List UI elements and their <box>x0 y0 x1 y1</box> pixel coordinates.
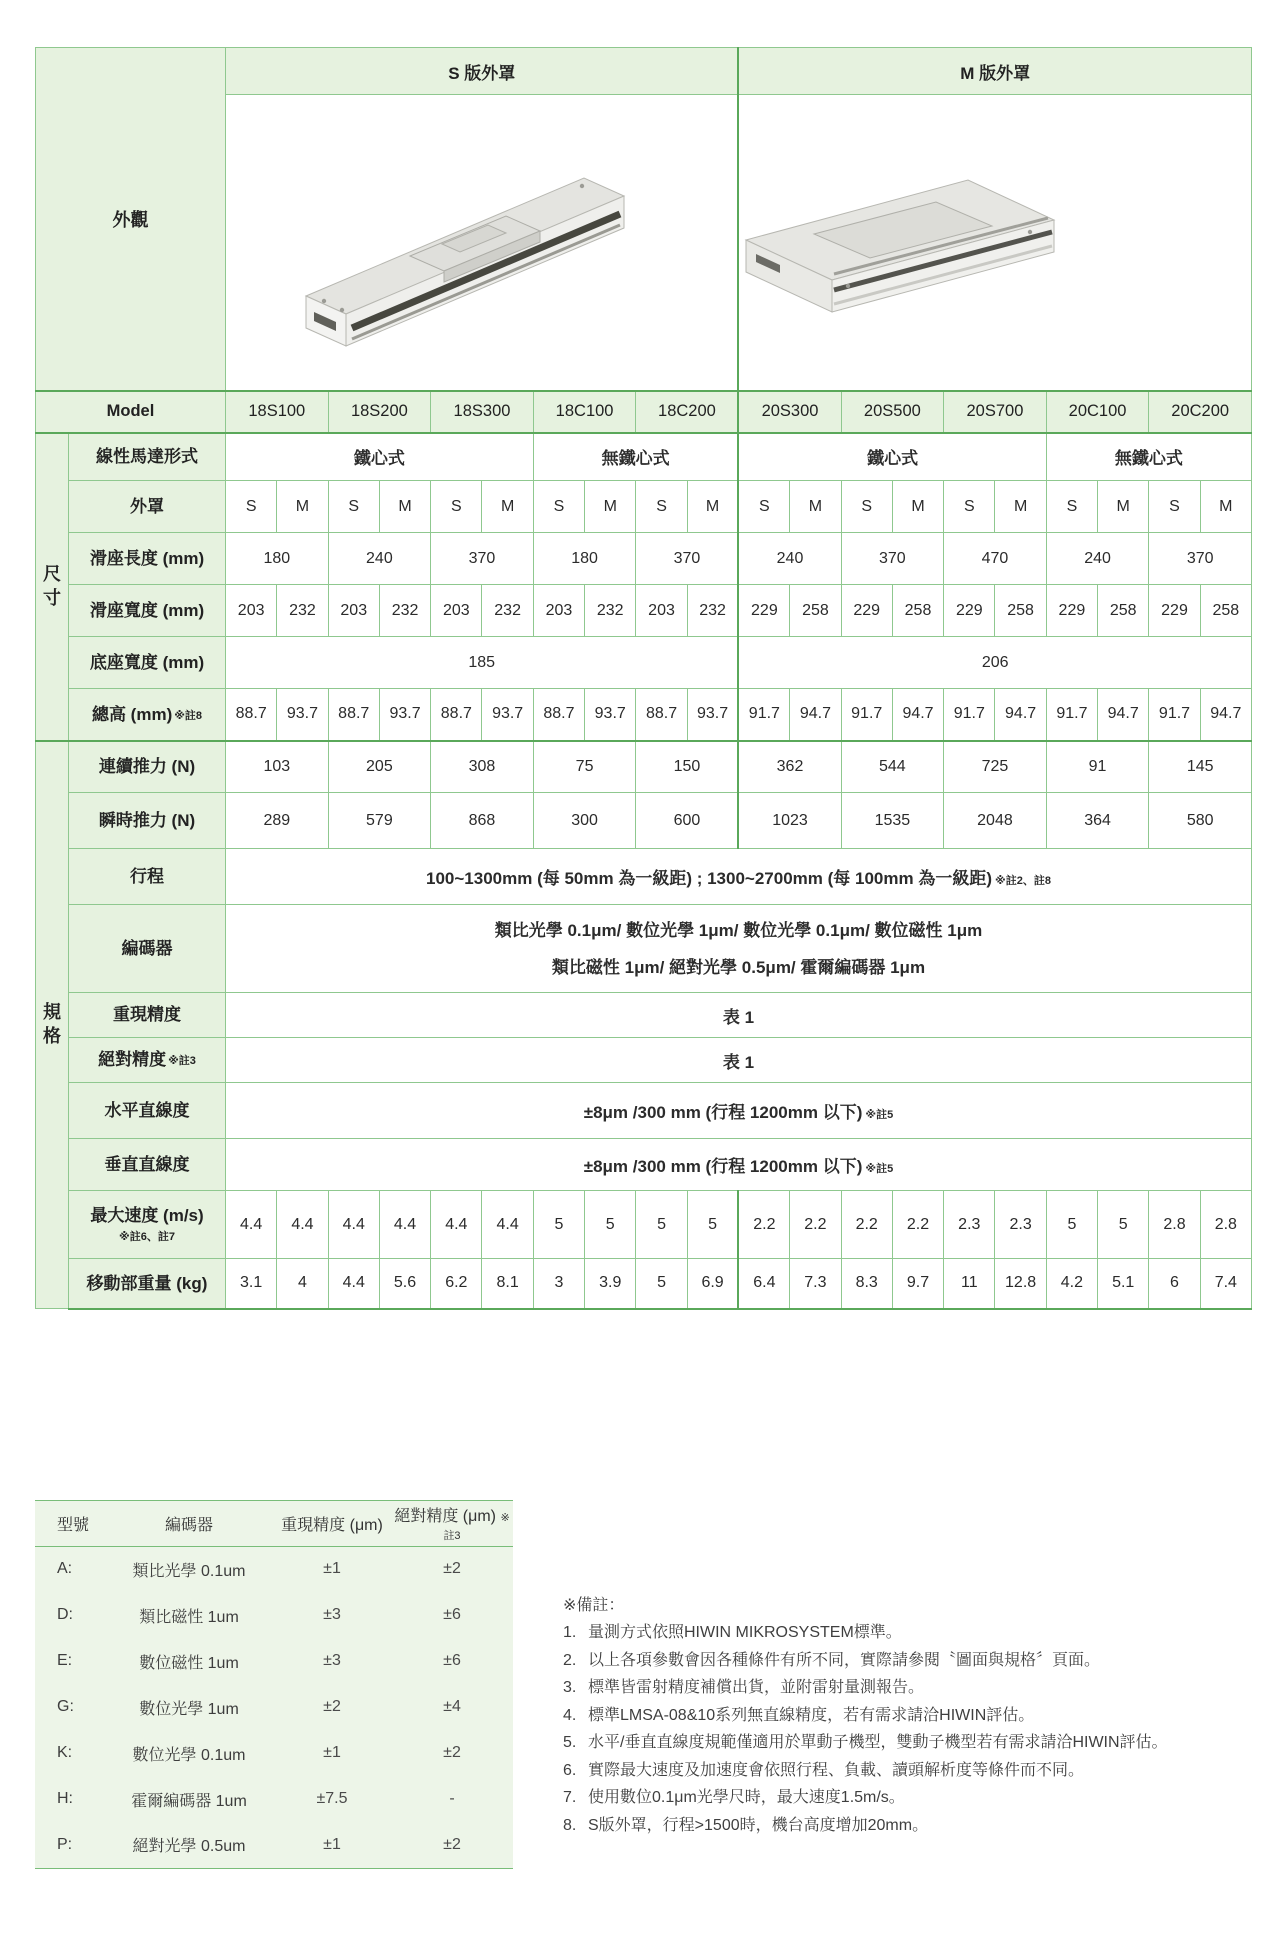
row-vertical-straightness <box>36 1139 1252 1191</box>
note-text: 標準LMSA-08&10系列無直線精度，若有需求請洽HIWIN評估。 <box>588 1706 1035 1724</box>
row-encoder <box>36 905 1252 993</box>
encoder-accuracy-table <box>35 1500 513 1869</box>
value-cell: 94.7 <box>1098 689 1149 741</box>
value-cell: 308 <box>431 741 534 793</box>
row-label: Model <box>36 391 226 433</box>
cover-header-row <box>36 48 1252 95</box>
value-cell: 4 <box>277 1259 328 1309</box>
value-cell: 2.8 <box>1149 1191 1200 1259</box>
value-cell: 5 <box>1046 1191 1097 1259</box>
datasheet-page <box>0 47 1283 1869</box>
value-cell: 5 <box>585 1191 636 1259</box>
value-cell: 8.1 <box>482 1259 533 1309</box>
value-cell: 鐵心式 <box>226 433 534 481</box>
value-cell: M <box>277 481 328 533</box>
value-cell: 300 <box>533 793 636 849</box>
value-cell: 100~1300mm (每 50mm 為一級距) ; 1300~2700mm (每 100mm 為一級距) ※註2、註8 <box>226 849 1252 905</box>
enc-header-encoder: 編碼器 <box>105 1500 273 1546</box>
value-cell: 370 <box>841 533 944 585</box>
value-cell: 240 <box>1046 533 1149 585</box>
note-text: 水平/垂直直線度規範僅適用於單動子機型，雙動子機型若有需求請洽HIWIN評估。 <box>588 1734 1168 1752</box>
value-cell: 93.7 <box>585 689 636 741</box>
value-cell: 88.7 <box>636 689 687 741</box>
model-cell: 18S200 <box>328 391 431 433</box>
enc-code: D: <box>57 1606 73 1623</box>
model-cell: 18C200 <box>636 391 739 433</box>
note-item <box>563 1812 1252 1840</box>
value-cell: S <box>738 481 789 533</box>
value-cell: 91.7 <box>944 689 995 741</box>
value-cell: 5.1 <box>1098 1259 1149 1309</box>
note-text: 以上各項參數會因各種條件有所不同，實際請參閱〝圖面與規格〞頁面。 <box>588 1651 1101 1669</box>
value-cell: S <box>636 481 687 533</box>
value-cell: 12.8 <box>995 1259 1046 1309</box>
value-cell: M <box>687 481 738 533</box>
enc-code: E: <box>57 1652 73 1669</box>
value-cell: 91.7 <box>738 689 789 741</box>
model-cell: 20C100 <box>1046 391 1149 433</box>
value-cell: 868 <box>431 793 534 849</box>
value-cell: 88.7 <box>533 689 584 741</box>
value-cell: 258 <box>790 585 841 637</box>
row-label: 滑座寬度 (mm) <box>69 585 226 637</box>
value-cell: S <box>841 481 892 533</box>
row-peak-force <box>36 793 1252 849</box>
value-cell: M <box>482 481 533 533</box>
value-cell: 4.4 <box>431 1191 482 1259</box>
model-cell: 18C100 <box>533 391 636 433</box>
row-repeatability <box>36 993 1252 1038</box>
note-number: 2. <box>563 1651 577 1669</box>
value-cell: 6.9 <box>687 1259 738 1309</box>
value-cell: 725 <box>944 741 1047 793</box>
row-total-height <box>36 689 1252 741</box>
value-cell: 5 <box>687 1191 738 1259</box>
notes-block <box>563 1500 1252 1840</box>
row-motor-type <box>36 433 1252 481</box>
value-cell: 7.4 <box>1200 1259 1251 1309</box>
note-item <box>563 1784 1252 1812</box>
value-cell: 88.7 <box>226 689 277 741</box>
note-number: 4. <box>563 1706 577 1724</box>
model-cell: 20S300 <box>738 391 841 433</box>
value-cell: 203 <box>533 585 584 637</box>
value-cell: 203 <box>636 585 687 637</box>
value-cell: 240 <box>738 533 841 585</box>
row-label: 外罩 <box>69 481 226 533</box>
note-text: 使用數位0.1μm光學尺時，最大速度1.5m/s。 <box>588 1789 905 1807</box>
value-cell: 2.2 <box>790 1191 841 1259</box>
row-horizontal-straightness <box>36 1083 1252 1139</box>
value-cell: 93.7 <box>482 689 533 741</box>
value-cell: 4.4 <box>277 1191 328 1259</box>
row-label: 行程 <box>69 849 226 905</box>
enc-repeatability-value: ±1 <box>323 1744 341 1761</box>
value-cell: 470 <box>944 533 1047 585</box>
enc-repeatability-value: ±2 <box>323 1698 341 1715</box>
note-number: 7. <box>563 1789 577 1807</box>
value-cell: 145 <box>1149 741 1252 793</box>
value-cell: 2.8 <box>1200 1191 1251 1259</box>
value-cell: 289 <box>226 793 329 849</box>
note-number: 5. <box>563 1734 577 1752</box>
model-cell: 20C200 <box>1149 391 1252 433</box>
note-item <box>563 1647 1252 1675</box>
enc-code: K: <box>57 1744 73 1761</box>
note-number: 8. <box>563 1816 577 1834</box>
row-label: 總高 (mm) ※註8 <box>69 689 226 741</box>
enc-repeatability-value: ±3 <box>323 1652 341 1669</box>
value-cell: 203 <box>328 585 379 637</box>
value-cell: 2048 <box>944 793 1047 849</box>
value-cell: M <box>790 481 841 533</box>
row-label: 絕對精度 ※註3 <box>69 1038 226 1083</box>
value-cell: 229 <box>1149 585 1200 637</box>
value-cell: S <box>431 481 482 533</box>
value-cell: 229 <box>738 585 789 637</box>
note-text: S版外罩，行程>1500時，機台高度增加20mm。 <box>588 1816 929 1834</box>
value-cell: M <box>892 481 943 533</box>
value-cell: S <box>1149 481 1200 533</box>
enc-encoder-name: 類比磁性 1um <box>139 1608 239 1626</box>
value-cell: 93.7 <box>687 689 738 741</box>
value-cell: 75 <box>533 741 636 793</box>
encoder-table-row <box>35 1776 513 1822</box>
value-cell: 232 <box>687 585 738 637</box>
enc-absolute-value: ±2 <box>443 1744 461 1761</box>
enc-repeatability-value: ±1 <box>323 1835 341 1853</box>
value-cell: 6.2 <box>431 1259 482 1309</box>
value-cell: 232 <box>379 585 430 637</box>
enc-absolute-value: ±2 <box>443 1560 461 1578</box>
value-cell: 91.7 <box>1046 689 1097 741</box>
value-cell: 表 1 <box>226 1038 1252 1083</box>
s-cover-image-cell <box>226 95 739 391</box>
value-cell: 185 <box>226 637 739 689</box>
value-cell: 94.7 <box>790 689 841 741</box>
encoder-table-row <box>35 1684 513 1730</box>
value-cell: 94.7 <box>995 689 1046 741</box>
row-label: 滑座長度 (mm) <box>69 533 226 585</box>
encoder-table-row <box>35 1822 513 1868</box>
value-cell: 600 <box>636 793 739 849</box>
section-label-specs: 規 格 <box>36 741 69 1309</box>
model-cell: 20S700 <box>944 391 1047 433</box>
encoder-table-row <box>35 1730 513 1776</box>
enc-encoder-name: 類比光學 0.1um <box>132 1562 246 1580</box>
spec-table <box>35 47 1252 1310</box>
value-cell: 258 <box>1200 585 1251 637</box>
value-cell: 1535 <box>841 793 944 849</box>
enc-code: G: <box>57 1698 74 1715</box>
value-cell: 364 <box>1046 793 1149 849</box>
value-cell: 91.7 <box>841 689 892 741</box>
note-number: 1. <box>563 1624 577 1642</box>
value-cell: 6 <box>1149 1259 1200 1309</box>
value-cell: ±8μm /300 mm (行程 1200mm 以下) ※註5 <box>226 1083 1252 1139</box>
enc-repeatability-value: ±7.5 <box>316 1790 348 1807</box>
value-cell: M <box>1098 481 1149 533</box>
value-cell: 205 <box>328 741 431 793</box>
row-slider-width <box>36 585 1252 637</box>
value-cell: 無鐵心式 <box>533 433 738 481</box>
value-cell: 258 <box>995 585 1046 637</box>
enc-encoder-name: 絕對光學 0.5um <box>132 1838 246 1856</box>
value-cell: 91.7 <box>1149 689 1200 741</box>
value-cell: 370 <box>431 533 534 585</box>
value-cell: 5.6 <box>379 1259 430 1309</box>
value-cell: M <box>995 481 1046 533</box>
note-number: 6. <box>563 1761 577 1779</box>
row-label: 水平直線度 <box>69 1083 226 1139</box>
value-cell: 無鐵心式 <box>1046 433 1251 481</box>
value-cell: 258 <box>1098 585 1149 637</box>
value-cell: 93.7 <box>379 689 430 741</box>
value-cell: 6.4 <box>738 1259 789 1309</box>
row-absolute-accuracy <box>36 1038 1252 1083</box>
value-cell: 232 <box>277 585 328 637</box>
value-cell: ±8μm /300 mm (行程 1200mm 以下) ※註5 <box>226 1139 1252 1191</box>
value-cell: 3.1 <box>226 1259 277 1309</box>
value-cell: 4.4 <box>226 1191 277 1259</box>
value-cell: 5 <box>636 1259 687 1309</box>
value-cell: 5 <box>636 1191 687 1259</box>
value-cell: 2.3 <box>944 1191 995 1259</box>
row-moving-weight <box>36 1259 1252 1309</box>
row-label: 連續推力 (N) <box>69 741 226 793</box>
value-cell: 580 <box>1149 793 1252 849</box>
value-cell: 4.4 <box>482 1191 533 1259</box>
value-cell: 88.7 <box>328 689 379 741</box>
encoder-table-row <box>35 1638 513 1684</box>
value-cell: 229 <box>841 585 892 637</box>
value-cell: 2.2 <box>738 1191 789 1259</box>
value-cell: M <box>1200 481 1251 533</box>
value-cell: 362 <box>738 741 841 793</box>
value-cell: 229 <box>944 585 995 637</box>
enc-encoder-name: 數位磁性 1um <box>139 1654 239 1672</box>
value-cell: 103 <box>226 741 329 793</box>
value-cell: 91 <box>1046 741 1149 793</box>
enc-code: H: <box>57 1790 73 1807</box>
value-cell: 2.3 <box>995 1191 1046 1259</box>
value-cell: 鐵心式 <box>738 433 1046 481</box>
enc-encoder-name: 數位光學 1um <box>139 1700 239 1718</box>
enc-header-repeat: 重現精度 (μm) <box>273 1500 391 1546</box>
value-cell: 240 <box>328 533 431 585</box>
bottom-section <box>35 1500 1252 1869</box>
value-cell: 232 <box>482 585 533 637</box>
enc-code: P: <box>57 1835 73 1853</box>
note-item <box>563 1674 1252 1702</box>
model-cell: 18S100 <box>226 391 329 433</box>
enc-repeatability-value: ±3 <box>323 1606 341 1623</box>
value-cell: 229 <box>1046 585 1097 637</box>
notes-title: ※備註： <box>563 1596 625 1614</box>
value-cell: 4.2 <box>1046 1259 1097 1309</box>
value-cell: 2.2 <box>841 1191 892 1259</box>
row-label: 最大速度 (m/s) ※註6、註7 <box>69 1191 226 1259</box>
value-cell: 4.4 <box>379 1191 430 1259</box>
note-text: 實際最大速度及加速度會依照行程、負載、讀頭解析度等條件而不同。 <box>588 1761 1085 1779</box>
enc-absolute-value: ±6 <box>443 1652 461 1669</box>
encoder-table-header-row <box>35 1500 513 1546</box>
value-cell: 180 <box>226 533 329 585</box>
note-text: 量測方式依照HIWIN MIKROSYSTEM標準。 <box>588 1624 902 1642</box>
value-cell: 類比光學 0.1μm/ 數位光學 1μm/ 數位光學 0.1μm/ 數位磁性 1μm 類比磁性 1μm/ 絕對光學 0.5μm/ 霍爾編碼器 1μm <box>226 905 1252 993</box>
value-cell: 94.7 <box>892 689 943 741</box>
enc-header-absolute-note: ※註3 <box>443 1511 510 1542</box>
value-cell: 180 <box>533 533 636 585</box>
value-cell: M <box>379 481 430 533</box>
enc-absolute-value: ±6 <box>443 1606 461 1623</box>
value-cell: S <box>533 481 584 533</box>
row-max-speed <box>36 1191 1252 1259</box>
value-cell: 1023 <box>738 793 841 849</box>
enc-absolute-value: ±2 <box>443 1835 461 1853</box>
value-cell: 258 <box>892 585 943 637</box>
value-cell: 579 <box>328 793 431 849</box>
enc-header-absolute: 絕對精度 (μm) ※註3 <box>391 1500 513 1546</box>
s-cover-image <box>292 120 672 360</box>
enc-repeatability-value: ±1 <box>323 1560 341 1578</box>
value-cell: 370 <box>1149 533 1252 585</box>
value-cell: 4.4 <box>328 1191 379 1259</box>
value-cell: S <box>328 481 379 533</box>
m-cover-image-cell <box>738 95 1251 391</box>
value-cell: M <box>585 481 636 533</box>
note-item <box>563 1757 1252 1785</box>
value-cell: S <box>226 481 277 533</box>
value-cell: 7.3 <box>790 1259 841 1309</box>
note-text: 標準皆雷射精度補償出貨，並附雷射量測報告。 <box>588 1679 925 1697</box>
value-cell: 5 <box>1098 1191 1149 1259</box>
row-continuous-force <box>36 741 1252 793</box>
row-base-width <box>36 637 1252 689</box>
value-cell: 3.9 <box>585 1259 636 1309</box>
m-cover-image <box>730 162 1080 318</box>
value-cell: 5 <box>533 1191 584 1259</box>
row-label: 線性馬達形式 <box>69 433 226 481</box>
value-cell: 206 <box>738 637 1251 689</box>
value-cell: 8.3 <box>841 1259 892 1309</box>
model-cell: 20S500 <box>841 391 944 433</box>
value-cell: 11 <box>944 1259 995 1309</box>
s-cover-header: S 版外罩 <box>226 48 739 95</box>
model-cell: 18S300 <box>431 391 534 433</box>
row-label: 移動部重量 (kg) <box>69 1259 226 1309</box>
value-cell: 203 <box>431 585 482 637</box>
value-cell: S <box>1046 481 1097 533</box>
value-cell: S <box>944 481 995 533</box>
value-cell: 93.7 <box>277 689 328 741</box>
row-cover-type <box>36 481 1252 533</box>
enc-encoder-name: 數位光學 0.1um <box>132 1746 246 1764</box>
value-cell: 370 <box>636 533 739 585</box>
row-label: 重現精度 <box>69 993 226 1038</box>
row-label: 底座寬度 (mm) <box>69 637 226 689</box>
m-cover-header: M 版外罩 <box>738 48 1251 95</box>
enc-code: A: <box>57 1560 73 1578</box>
enc-absolute-value: ±4 <box>443 1698 461 1715</box>
note-number: 3. <box>563 1679 577 1697</box>
value-cell: 88.7 <box>431 689 482 741</box>
value-cell: 203 <box>226 585 277 637</box>
enc-encoder-name: 霍爾編碼器 1um <box>131 1792 247 1810</box>
row-label: 瞬時推力 (N) <box>69 793 226 849</box>
note-item <box>563 1619 1252 1647</box>
row-stroke <box>36 849 1252 905</box>
row-label: 編碼器 <box>69 905 226 993</box>
note-item <box>563 1702 1252 1730</box>
encoder-table-row <box>35 1546 513 1592</box>
value-cell: 3 <box>533 1259 584 1309</box>
value-cell: 94.7 <box>1200 689 1251 741</box>
value-cell: 232 <box>585 585 636 637</box>
appearance-label: 外觀 <box>36 48 226 391</box>
row-slider-length <box>36 533 1252 585</box>
value-cell: 2.2 <box>892 1191 943 1259</box>
enc-absolute-value: - <box>449 1790 455 1807</box>
note-item <box>563 1729 1252 1757</box>
row-label: 垂直直線度 <box>69 1139 226 1191</box>
enc-header-code: 型號 <box>35 1500 105 1546</box>
value-cell: 9.7 <box>892 1259 943 1309</box>
value-cell: 4.4 <box>328 1259 379 1309</box>
value-cell: 544 <box>841 741 944 793</box>
value-cell: 150 <box>636 741 739 793</box>
model-row <box>36 391 1252 433</box>
value-cell: 表 1 <box>226 993 1252 1038</box>
section-label-dimensions: 尺 寸 <box>36 433 69 741</box>
encoder-table-row <box>35 1592 513 1638</box>
